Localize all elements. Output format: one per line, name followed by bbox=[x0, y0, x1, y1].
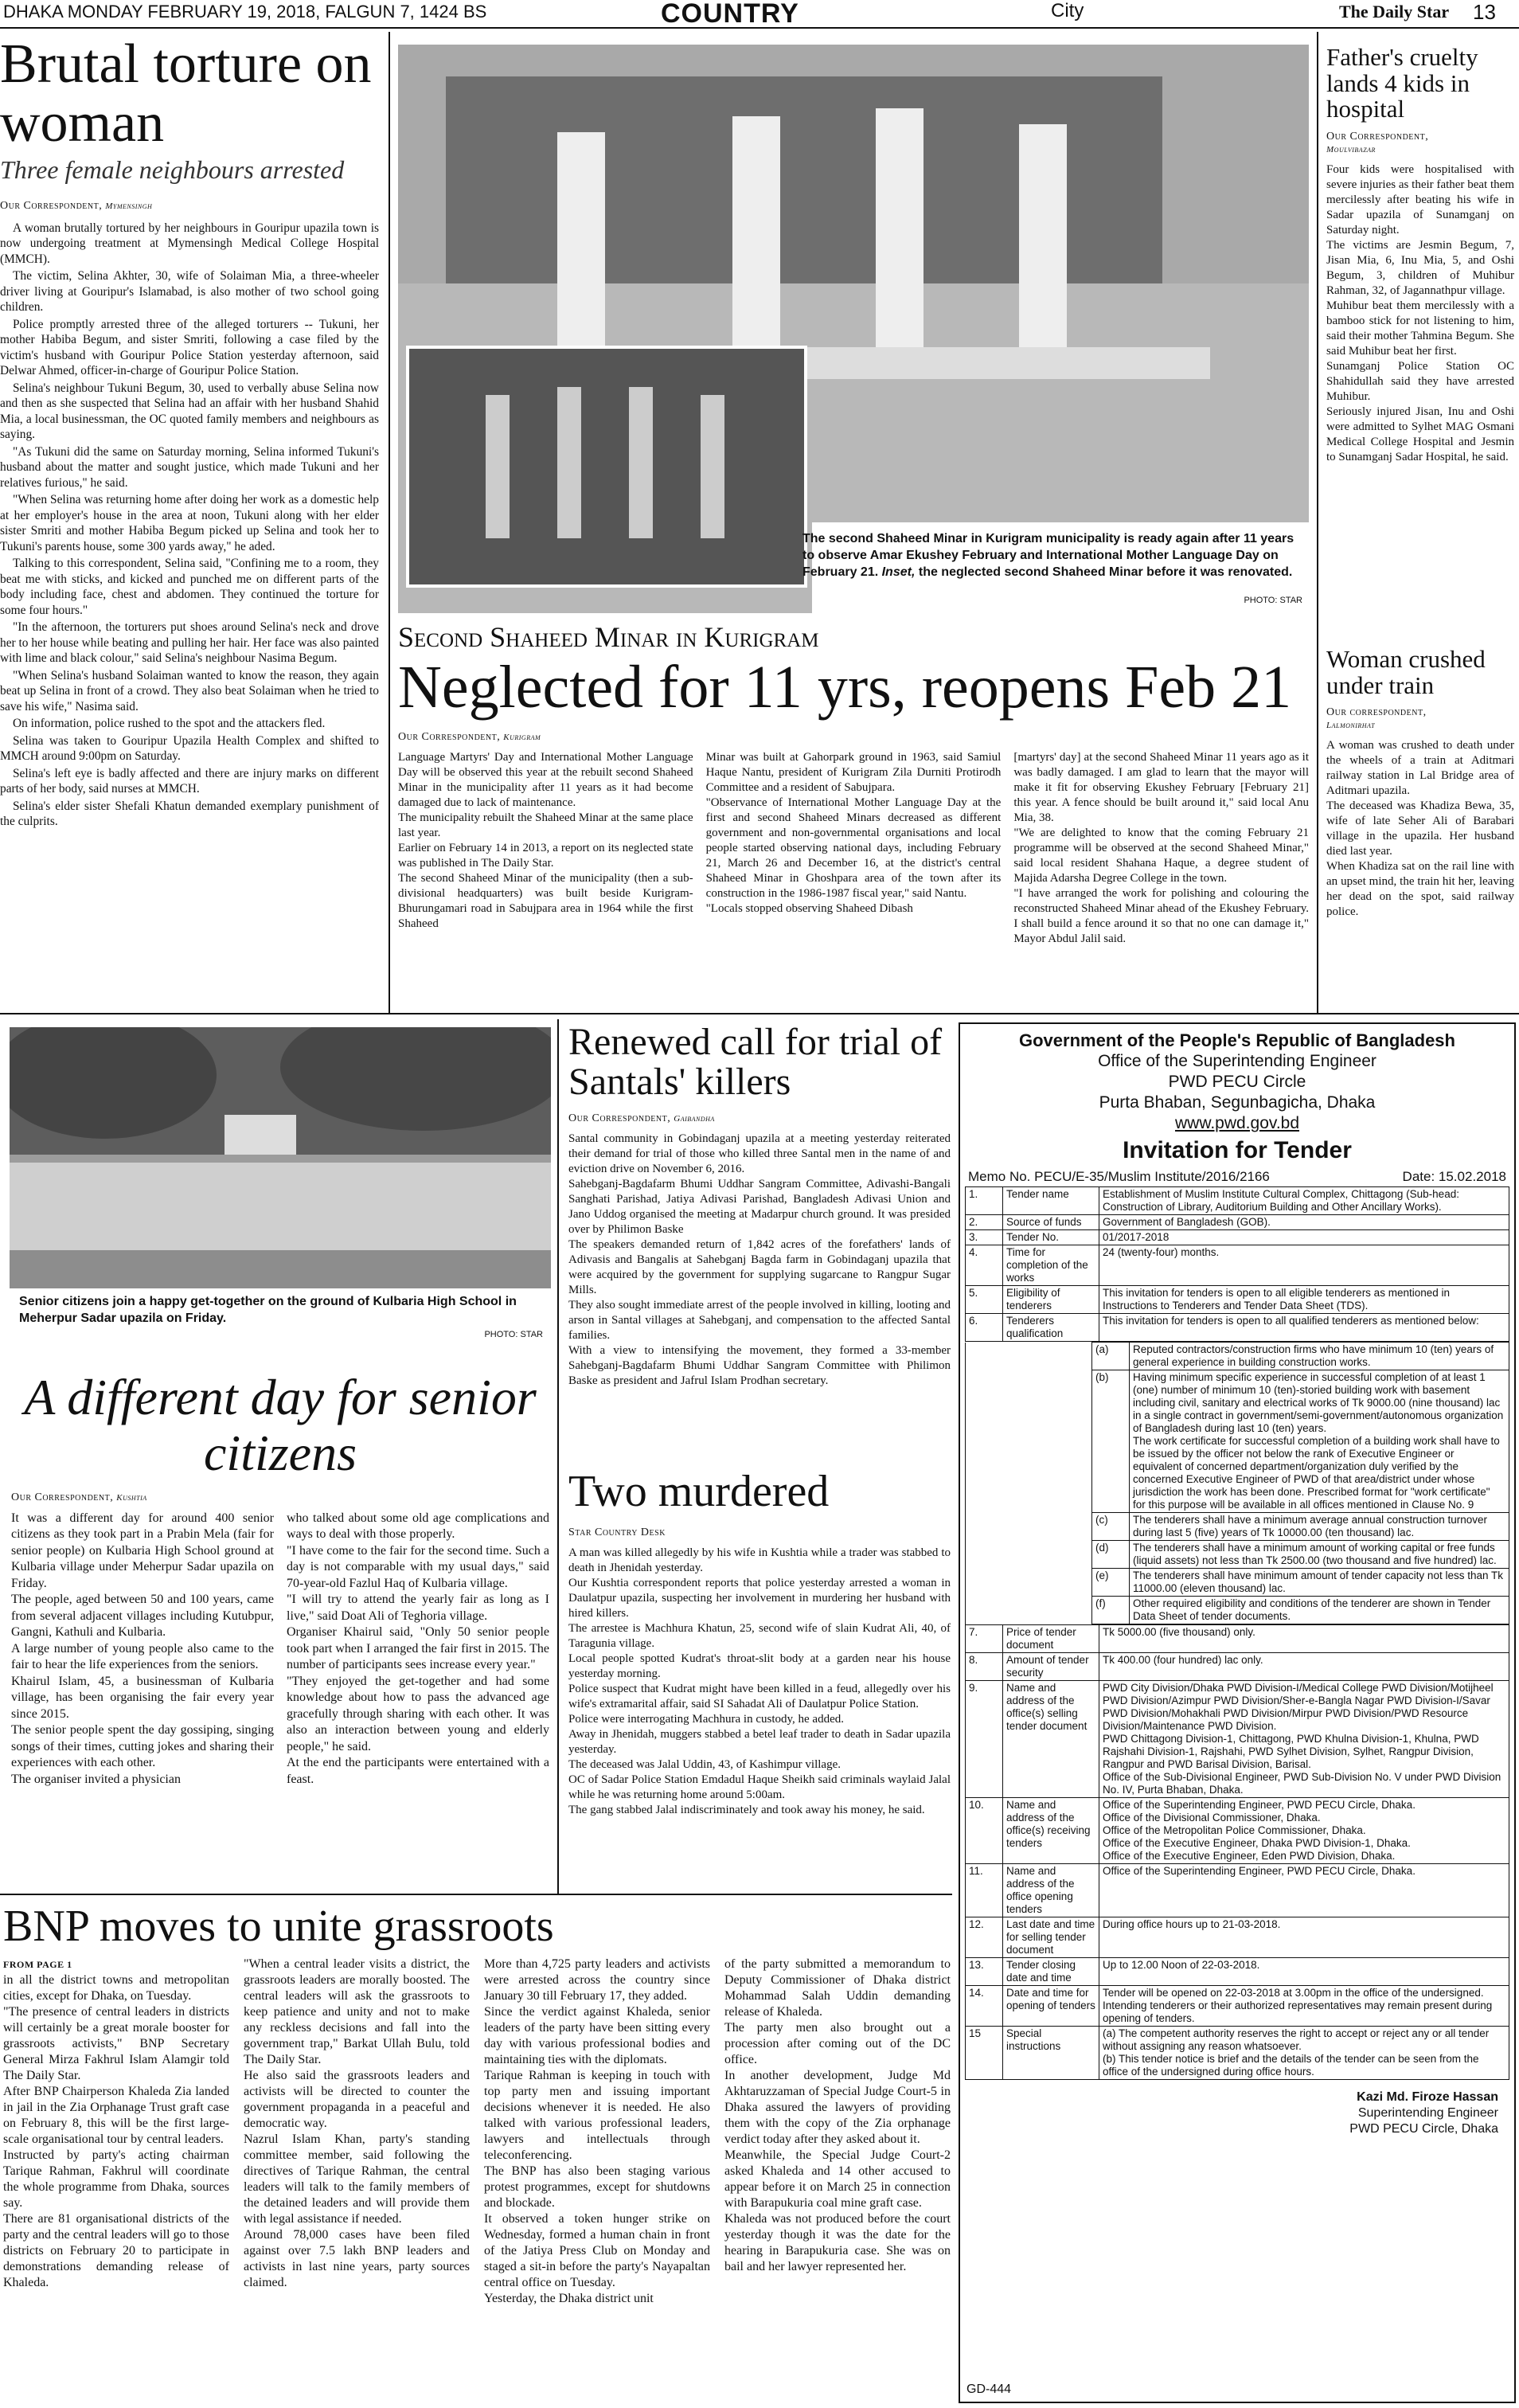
tender-cell: Price of tender document bbox=[1003, 1625, 1099, 1653]
tender-row bbox=[966, 1625, 1509, 1653]
tender-row bbox=[966, 1230, 1509, 1245]
tender-cell: 01/2017-2018 bbox=[1099, 1230, 1509, 1245]
senior-citizens-photo bbox=[10, 1027, 551, 1360]
article-brutal-torture bbox=[0, 35, 379, 831]
article-body: Four kids were hospitalised with severe injuries as their father beat them mercilessly after beating his wife in Sadar upazila of Sunamganj on Saturday night. The victims are Jesmin Begum, 7, Jisan Mia, 6, Inu Mia, 5, and Oshi Begum, 3, children of Muhibur Rahman, 32, of Jagannathpur village. Muhibur beat them mercilessly with a bamboo stick for not listening to him, said their mother Tahmina Begum. She said Muhibur beat her first. Sunamganj Police Station OC Shahidullah said they have arrested Muhibur. Seriously injured Jisan, Inu and Oshi were admitted to Sylhet MAG Osmani Medical College Hospital and Jesmin to Sunamganj Sadar Hospital, he said. bbox=[1326, 162, 1514, 463]
subhead: Three female neighbours arrested bbox=[0, 155, 345, 184]
tender-row bbox=[966, 1864, 1509, 1917]
byline: Our Correspondent, Kurigram bbox=[398, 730, 541, 743]
article-woman-crushed bbox=[1326, 647, 1514, 920]
tender-cell: Office of the Superintending Engineer, PWD PECU Circle, Dhaka. Office of the Divisional Commissioner, Dhaka. Office of the Metropolitan Police Commissioner, Dhaka. Office of the Executive Engineer, Dhaka PWD Division-1, Dhaka. Office of the Executive Engineer, Eden PWD Division, Dhaka. bbox=[1099, 1798, 1509, 1864]
tender-cell: During office hours up to 21-03-2018. bbox=[1099, 1917, 1509, 1958]
tender-cell: Tk 400.00 (four hundred) lac only. bbox=[1099, 1653, 1509, 1681]
byline: Our correspondent, Lalmonirhat bbox=[1326, 706, 1427, 731]
article-body: A woman brutally tortured by her neighbours in Gouripur upazila town is now undergoing treatment at Mymensingh Medical College Hospital (MMCH). The victim, Selina Akhter, 30, wife of Solaiman Mia, a three-wheeler driver living at Gouripur's Islamabad, is also mother of two school going children. Police promptly arrested three of the alleged torturers -- Tukuni, her mother Habiba Begum, and sister Smriti, following a case filed by the victim's husband with Gouripur Police Station yesterday afternoon, said Delwar Ahmed, officer-in-charge of Gouripur Police Station. Selina's neighbour Tukuni Begum, 30, used to verbally abuse Selina now and then as she suspected that Selina had an affair with her husband Shahid Mia, a local businessman, the OC quoted family members and neighbours as saying. "As Tukuni did the same on Saturday morning, Selina informed Tukuni's husband about the matter and sought justice, which made Tukuni and her relatives furious," he said. "When Selina was returning home after doing her work as a domestic help at her employer's house in the area at noon, Tukuni along with her elder sister Smriti and mother Habiba Begum picked up Selina and took her to Tukuni's parents house, some 300 yards away," he aded. Talking to this correspondent, Selina said, "Confining me to a room, they beat me with sticks, and kicked and punched me on different parts of the body including face, chest and abdomen. They continued the torture for some four hours." "In the afternoon, the torturers put shoes around Selina's neck and drove her to her house while beating and pulling her hair. Her face was also painted with lime and black colour," said Selina's neighbour Nasima Begum. "When Selina's husband Solaiman wanted to know the reason, they again beat up Selina in front of a crowd. They also beat Solaiman when he tried to save his wife," Nasima said. On information, police rushed to the spot and the attackers fled. Selina was taken to Gouripur Upazila Health Complex and shifted to MMCH around 9:00pm on Saturday. Selina's left eye is badly affected and there are injury marks on different parts of her body, said nurses at MMCH. Selina's elder sister Shefali Khatun demanded exemplary punishment of the culprits. bbox=[0, 221, 379, 829]
qualification-row bbox=[966, 1597, 1509, 1624]
tender-cell: Tender name bbox=[1003, 1187, 1099, 1215]
qualification-indent bbox=[966, 1541, 1092, 1569]
qualification-indent bbox=[966, 1597, 1092, 1624]
tender-row bbox=[966, 1314, 1509, 1342]
tender-cell: Name and address of the office(s) selling tender document bbox=[1003, 1681, 1099, 1798]
headline: A different day for senior citizens bbox=[24, 1369, 537, 1482]
tender-cell: Tk 5000.00 (five thousand) only. bbox=[1099, 1625, 1509, 1653]
tender-cell: Eligibility of tenderers bbox=[1003, 1286, 1099, 1314]
tender-cell: Date and time for opening of tenders bbox=[1003, 1986, 1099, 2027]
article-body: A woman was crushed to death under the wheels of a train at Aditmari railway station in Lal Bridge area of Aditmari upazila. The deceased was Khadiza Bewa, 35, wife of late Seher Ali of Barabari village in the upazila. Her husband died last year. When Khadiza sat on the rail line with an upset mind, the train hit her, leaving her dead on the spot, said railway police. bbox=[1326, 739, 1514, 919]
tender-cell: This invitation for tenders is open to all eligible tenderers as mentioned in Instructions to Tenderers and Tender Data Sheet (TDS). bbox=[1099, 1286, 1509, 1314]
qualification-cell: (f) bbox=[1092, 1597, 1130, 1624]
section-rule bbox=[0, 1894, 952, 1895]
article-shaheed-minar bbox=[398, 623, 1309, 947]
tender-cell: 2. bbox=[966, 1215, 1003, 1230]
byline: Our Correspondent, Moulvibazar bbox=[1326, 130, 1429, 154]
column-rule bbox=[557, 1019, 559, 1894]
qualification-row bbox=[966, 1370, 1509, 1513]
shaheed-minar-photo bbox=[398, 45, 1309, 613]
qualification-cell: (a) bbox=[1092, 1343, 1130, 1370]
headline: Woman crushed under train bbox=[1326, 645, 1486, 699]
photo-caption: The second Shaheed Minar in Kurigram municipality is ready again after 11 years to observe Amar Ekushey February and International Mother Language Day on February 21. Inset, the neglected second Shaheed Minar before it was renovated. bbox=[802, 532, 1294, 579]
tender-row bbox=[966, 1798, 1509, 1864]
headline: Renewed call for trial of Santals' killers bbox=[568, 1021, 943, 1104]
tender-cell: 11. bbox=[966, 1864, 1003, 1917]
qualification-indent bbox=[966, 1370, 1092, 1513]
photo-illustration bbox=[398, 45, 1309, 613]
tender-row bbox=[966, 1681, 1509, 1798]
tender-table bbox=[965, 1186, 1509, 1342]
tender-qualifications bbox=[965, 1342, 1509, 1624]
dateline: DHAKA MONDAY FEBRUARY 19, 2018, FALGUN 7, 1424 BS bbox=[3, 2, 487, 22]
tender-row bbox=[966, 1986, 1509, 2027]
article-body: A man was killed allegedly by his wife in Kushtia while a trader was stabbed to death in Jhenidah yesterday. Our Kushtia correspondent reports that police yesterday arrested a woman in Daulatpur upazila, suspecting her involvement in murdering her husband with hired killers. The arrestee is Machhura Khatun, 25, second wife of slain Kudrat Ali, 40, of Taragunia village. Local people spotted Kudrat's throat-slit body at a garden near his house yesterday morning. Police suspect that Kudrat might have been killed in a feud, allegedly over his wife's extramarital affair, said SI Sahadat Ali of Daulatpur Police Station. Police were interrogating Machhura in custody, he added. Away in Jhenidah, muggers stabbed a betel leaf trader to death in Sadar upazila yesterday. The deceased was Jalal Uddin, 43, of Kashimpur village. OC of Sadar Police Station Emdadul Haque Sheikh said criminals waylaid Jalal while he was returning home around 5:00am. The gang stabbed Jalal indiscriminately and took away his money, he said. bbox=[568, 1546, 951, 1816]
tender-cell: 5. bbox=[966, 1286, 1003, 1314]
section-rule bbox=[0, 1013, 1519, 1014]
tender-cell: Government of Bangladesh (GOB). bbox=[1099, 1215, 1509, 1230]
tender-signature: Kazi Md. Firoze Hassan Superintending Engineer PWD PECU Circle, Dhaka bbox=[1349, 2090, 1498, 2136]
tender-row bbox=[966, 1245, 1509, 1286]
column-rule bbox=[1317, 32, 1318, 1013]
qualification-row bbox=[966, 1513, 1509, 1541]
byline: Our Correspondent, Kushtia bbox=[11, 1491, 147, 1503]
qualification-indent bbox=[966, 1343, 1092, 1370]
qualification-cell: (c) bbox=[1092, 1513, 1130, 1541]
tender-cell: Amount of tender security bbox=[1003, 1653, 1099, 1681]
tender-cell: 15 bbox=[966, 2027, 1003, 2080]
byline: Our Correspondent, Gaibandha bbox=[568, 1112, 715, 1124]
qualification-cell: Having minimum specific experience in successful completion of at least 1 (one) number of minimum 10 (ten)-storied building work with basement including civil, sanitary and electrical works of Tk 9000.00 (nine thousand) lac in a single contract in government/semi-government/autonomous organization of Bangladesh during last 10 (ten) years. The work certificate for successful completion of a building work shall have to be issued by the officer not below the rank of Executive Engineer or equivalent of concerned department/organization duly verified by the concerned Executive Engineer of PWD of that area/district under whose jurisdiction the work has been done. Prescribed format for "work certificate" for this purpose will be available in all offices mentioned in Clause No. 9 bbox=[1130, 1370, 1509, 1513]
tender-row bbox=[966, 2027, 1509, 2080]
qualification-cell: The tenderers shall have a minimum amount of working capital or free funds (liquid assets) not less than Tk 2500.00 (two thousand and five hundred) lac. bbox=[1130, 1541, 1509, 1569]
from-page: FROM PAGE 1 bbox=[3, 1958, 72, 1970]
tender-cell: This invitation for tenders is open to all qualified tenderers as mentioned below: bbox=[1099, 1314, 1509, 1342]
tender-cell: 1. bbox=[966, 1187, 1003, 1215]
headline: Brutal torture on woman bbox=[0, 33, 372, 154]
tender-row bbox=[966, 1215, 1509, 1230]
tender-cell: 3. bbox=[966, 1230, 1003, 1245]
article-two-murdered bbox=[568, 1468, 951, 1818]
tender-cell: (a) The competent authority reserves the right to accept or reject any or all tender without assigning any reason whatsoever. (b) This tender notice is brief and the details of the tender can be seen from the office of the undersigned during office hours. bbox=[1099, 2027, 1509, 2080]
tender-gov: Government of the People's Republic of Bangladesh bbox=[1019, 1030, 1455, 1050]
tender-website[interactable]: www.pwd.gov.bd bbox=[1174, 1114, 1300, 1132]
tender-row bbox=[966, 1187, 1509, 1215]
tender-row bbox=[966, 1917, 1509, 1958]
tender-row bbox=[966, 1958, 1509, 1986]
tender-cell: Tender will be opened on 22-03-2018 at 3.00pm in the office of the undersigned. Intending tenderers or their authorized representatives may remain present during opening of tenders. bbox=[1099, 1986, 1509, 2027]
tender-cell: PWD City Division/Dhaka PWD Division-I/Medical College PWD Division/Motijheel PWD Division/Azimpur PWD Division/Sher-e-Bangla Nagar PWD Division-I/Savar PWD Division/Mohakhali PWD Division/Mirpur PWD Division/PWD Resource Division/Maintenance PWD Division. PWD Chittagong Division-1, Chittagong, PWD Khulna Division-1, Khulna, PWD Rajshahi Division-1, Rajshahi, PWD Sylhet Division, Sylhet, Rangpur Division, Rangpur and PWD Barisal Division, Barisal. Office of the Sub-Divisional Engineer, PWD Sub-Division No. V under PWD Division No. IV, Purta Bhaban, Dhaka. bbox=[1099, 1681, 1509, 1798]
qualification-cell: Reputed contractors/construction firms who have minimum 10 (ten) years of general experience in building construction works. bbox=[1130, 1343, 1509, 1370]
tender-cell: Tender No. bbox=[1003, 1230, 1099, 1245]
byline: Our Correspondent, Mymensingh bbox=[0, 199, 153, 212]
tender-cell: 24 (twenty-four) months. bbox=[1099, 1245, 1509, 1286]
tender-cell: 14. bbox=[966, 1986, 1003, 2027]
page-header bbox=[0, 0, 1519, 29]
qualification-row bbox=[966, 1569, 1509, 1597]
article-body: Santal community in Gobindaganj upazila at a meeting yesterday reiterated their demand for trial of those who killed three Santal men in the name of and eviction drive on November 6, 2016. Sahebganj-Bagdafarm Bhumi Uddhar Sangram Committee, Adivashi-Bangali Sanghati Parishad, Jatiya Adivasi Parishad, Bangladesh Adivasi Union and Jano Uddog organised the meeting at Madarpur church ground. It was presided over by Philimon Baske The speakers demanded return of 1,842 acres of the forefathers' lands of Adivasis and Bangalis at Sahebganj Bagda farm in Gobindaganj upazila that were acquired by the government for supplying sugarcane to Rangpur Sugar Mills. They also sought immediate arrest of the people involved in killing, looting and arson in Santal villages at Sahebganj, and compensation to the affected Santal families. With a view to intensifying the movement, they formed a 33-member Sahebganj-Bagdafarm Bhumi Uddhar Sangram Committee with Philimon Baske as president and Jafrul Islam Prodhan secretary. bbox=[568, 1132, 951, 1387]
article-fathers-cruelty bbox=[1326, 45, 1514, 465]
tender-cell: Name and address of the office opening tenders bbox=[1003, 1864, 1099, 1917]
tender-circle: PWD PECU Circle bbox=[1168, 1073, 1306, 1091]
tender-memo: Memo No. PECU/E-35/Muslim Institute/2016/2166 Date: 15.02.2018 bbox=[968, 1169, 1506, 1184]
qualification-cell: (b) bbox=[1092, 1370, 1130, 1513]
qualification-cell: Other required eligibility and conditions of the tenderer are shown in Tender Data Sheet of tender documents. bbox=[1130, 1597, 1509, 1624]
publication-logo: The Daily Star bbox=[1339, 2, 1450, 22]
tender-address: Purta Bhaban, Segunbagicha, Dhaka bbox=[1099, 1093, 1376, 1112]
qualification-row bbox=[966, 1343, 1509, 1370]
tender-cell: 6. bbox=[966, 1314, 1003, 1342]
column-rule bbox=[389, 32, 390, 1013]
tender-title: Invitation for Tender bbox=[1123, 1137, 1352, 1163]
qualification-cell: The tenderers shall have minimum amount of tender capacity not less than Tk 11000.00 (eleven thousand) lac. bbox=[1130, 1569, 1509, 1597]
qualification-indent bbox=[966, 1513, 1092, 1541]
photo-credit: PHOTO: STAR bbox=[484, 1330, 543, 1339]
tender-table-2 bbox=[965, 1624, 1509, 2080]
tender-cell: 4. bbox=[966, 1245, 1003, 1286]
tender-cell: Special instructions bbox=[1003, 2027, 1099, 2080]
article-body: Language Martyrs' Day and International Mother Language Day will be observed this year at the rebuilt second Shaheed Minar in the municipality after 11 years as it had become damaged due to lack of maintenance. The municipality rebuilt the Shaheed Minar at the same place last year. Earlier on February 14 in 2013, a report on its neglected state was published in The Daily Star. The second Shaheed Minar of the municipality (then a sub-divisional headquarters) was built beside Kurigram-Bhurungamari road in Sabujpara area in 1964 while the first Shaheed Minar was built at Gahorpark ground in 1963, said Samiul Haque Nantu, president of Kurigram Zila Durniti Protirodh Committee and a resident of Sabujpara. "Observance of International Mother Language Day at the first and second Shaheed Minars decreased as different government and non-governmental organisations and local people started observing national days, including February 21, March 26 and December 16, at the district's central Shaheed Minar in Ghoshpara area of the town after its construction in the 1986-1987 fiscal year," said Nantu. "Locals stopped observing Shaheed Dibash [martyrs' day] at the second Shaheed Minar 11 years ago as it was badly damaged. I am glad to learn that the mayor will make it fit for observing Ekushey February [February 21] this year. A fence should be built around it," said local Anu Mia, 38. "We are delighted to know that the coming February 21 programme will be observed at the second Shaheed Minar," said local resident Shahana Haque, a degree student of Majida Adarsha Degree College in the town. "I have arranged the work for polishing and colouring the reconstructed Shaheed Minar ahead of the Ekushey February. I shall build a fence around it so that no one can damage it," Mayor Abdul Jalil said. bbox=[398, 750, 1310, 945]
tender-row bbox=[966, 1653, 1509, 1681]
tender-cell: Up to 12.00 Noon of 22-03-2018. bbox=[1099, 1958, 1509, 1986]
tender-cell: Source of funds bbox=[1003, 1215, 1099, 1230]
tender-row bbox=[966, 1286, 1509, 1314]
tender-cell: 8. bbox=[966, 1653, 1003, 1681]
tender-cell: 10. bbox=[966, 1798, 1003, 1864]
photo-credit: PHOTO: STAR bbox=[1244, 596, 1302, 605]
headline: Father's cruelty lands 4 kids in hospital bbox=[1326, 43, 1478, 123]
tender-cell: Office of the Superintending Engineer, PWD PECU Circle, Dhaka. bbox=[1099, 1864, 1509, 1917]
tender-cell: 9. bbox=[966, 1681, 1003, 1798]
tender-cell: Last date and time for selling tender document bbox=[1003, 1917, 1099, 1958]
byline: Star Country Desk bbox=[568, 1526, 666, 1538]
tender-cell: 13. bbox=[966, 1958, 1003, 1986]
tender-cell: 7. bbox=[966, 1625, 1003, 1653]
article-body: FROM PAGE 1 in all the district towns and metropolitan cities, except for Dhaka, on Tuesday. "The presence of central leaders in districts will certainly be a great morale booster for grassroots activists," BNP Secretary General Mirza Fakhrul Islam Alamgir told The Daily Star. After BNP Chairperson Khaleda Zia landed in jail in the Zia Orphanage Trust graft case on February 8, this will be the first large-scale organisational tour by central leaders. Instructed by party's acting chairman Tarique Rahman, Fakhrul will coordinate the whole programme from Dhaka, sources say. There are 81 organisational districts of the party and the central leaders will go to those districts on February 20 to participate in demonstrations demanding release of Khaleda. "When a central leader visits a district, the grassroots leaders are morally boosted. The central leaders will ask the grassroots to keep patience and unity and not to make any reckless decisions and fall into the government trap," Barkat Ullah Bulu, told The Daily Star. He also said the grassroots leaders and activists will be directed to counter the government propaganda in a peaceful and democratic way. Nazrul Islam Khan, party's standing committee member, said following the directives of Tarique Rahman, the central leaders will talk to the family members of the detained leaders and will provide them with legal assistance if needed. Around 78,000 cases have been filed against over 7.5 lakh BNP leaders and activists in last nine years, party sources claimed. More than 4,725 party leaders and activists were arrested across the country since January 30 till February 17, they added. Since the verdict against Khaleda, senior leaders of the party have been sitting every day with various professional bodies and maintaining ties with the diplomats. Tarique Rahman is keeping in touch with top party men and issuing important decisions whenever it is needed. He also talked with various professional leaders, lawyers and intellectuals through teleconferencing. The BNP has also been staging various protest programmes, except for shutdowns and blockade. It observed a token hunger strike on Wednesday, formed a human chain in front of the Jatiya Press Club on Monday and staged a sit-in before the party's Nayapaltan central office on Tuesday. Yesterday, the Dhaka district unit of the party submitted a memorandum to Deputy Commissioner of Dhaka district Mohammad Salah Uddin demanding release of Khaleda. The party men also brought out a procession after coming out of the DC office. In another development, Judge Md Akhtaruzzaman of Special Judge Court-5 in Dhaka assured the lawyers of providing them with the copy of the Zia orphanage verdict today after they asked about it. Meanwhile, the Special Judge Court-2 asked Khaleda and 14 other accused to appear before it on March 25 in connection with Barapukuria coal mine graft case. Khaleda was not produced before the court yesterday though it was the date for the hearing in Barapukuria case. She was on bail and her lawyer represented her. bbox=[3, 1956, 951, 2305]
kicker: Second Shaheed Minar in Kurigram bbox=[398, 621, 819, 653]
tender-notice bbox=[959, 1022, 1516, 2403]
article-santals bbox=[568, 1022, 951, 1389]
qualification-cell: (d) bbox=[1092, 1541, 1130, 1569]
qualification-row bbox=[966, 1541, 1509, 1569]
section-title: COUNTRY bbox=[661, 0, 799, 29]
headline: BNP moves to unite grassroots bbox=[3, 1902, 554, 1951]
tender-cell: Name and address of the office(s) receiving tenders bbox=[1003, 1798, 1099, 1864]
article-body: It was a different day for around 400 senior citizens as they took part in a Prabin Mela (fair for senior people) on Kulbaria High School ground at Kulbaria village under Meherpur Sadar upazila on Friday. The people, aged between 50 and 100 years, came from several adjacent villages including Kutubpur, Gangni, Kathuli and Kulbaria. A large number of young people also came to the fair to hear the life experiences from the seniors. Khairul Islam, 45, a businessman of Kulbaria village, has been organising the fair every year since 2015. The senior people spent the day gossiping, singing songs of their times, cutting jokes and sharing their experiences with each other. The organiser invited a physician who talked about some old age complications and ways to deal with those properly. "I have come to the fair for the second time. Such a day is not comparable with my usual days," said 70-year-old Fazlul Haq of Kulbaria village. "I will try to attend the yearly fair as long as I live," said Doat Ali of Teghoria village. Organiser Khairul said, "Only 50 senior people took part when I arranged the fair first in 2015. The number of participants sees increase every year." "They enjoyed the get-together and had some knowledge about how to pass the advanced age gracefully through sharing with each other. It was also an interaction between young and elderly people," he said. At the end the participants were entertained with a feast. bbox=[11, 1511, 549, 1786]
tender-cell: 12. bbox=[966, 1917, 1003, 1958]
subsection: City bbox=[1051, 0, 1084, 22]
tender-code: GD-444 bbox=[966, 2383, 1012, 2396]
article-bnp bbox=[3, 1903, 951, 2307]
qualification-indent bbox=[966, 1569, 1092, 1597]
photo-caption: Senior citizens join a happy get-together on the ground of Kulbaria High School in Meherpur Sadar upazila on Friday. bbox=[19, 1295, 517, 1325]
article-senior-citizens bbox=[11, 1370, 549, 1788]
headline: Neglected for 11 yrs, reopens Feb 21 bbox=[398, 653, 1292, 721]
tender-cell: Tender closing date and time bbox=[1003, 1958, 1099, 1986]
tender-office: Office of the Superintending Engineer bbox=[1098, 1052, 1376, 1070]
tender-cell: Establishment of Muslim Institute Cultural Complex, Chittagong (Sub-head: Construction of Library, Auditorium Building and Other Ancillary Works). bbox=[1099, 1187, 1509, 1215]
tender-cell: Time for completion of the works bbox=[1003, 1245, 1099, 1286]
tender-cell: Tenderers qualification bbox=[1003, 1314, 1099, 1342]
page-number: 13 bbox=[1473, 0, 1496, 24]
qualification-cell: (e) bbox=[1092, 1569, 1130, 1597]
headline: Two murdered bbox=[568, 1467, 830, 1516]
qualification-cell: The tenderers shall have a minimum average annual construction turnover during last 5 (five) years of Tk 10000.00 (ten thousand) lac. bbox=[1130, 1513, 1509, 1541]
